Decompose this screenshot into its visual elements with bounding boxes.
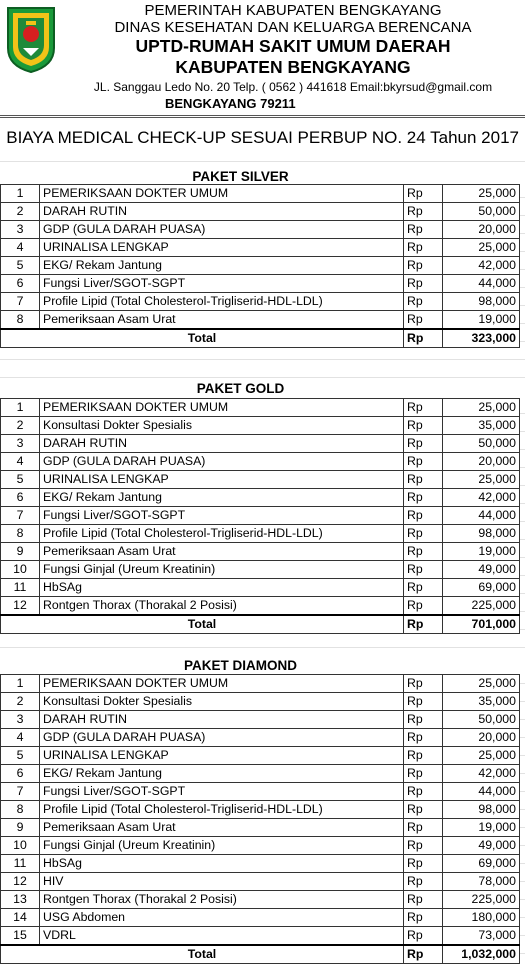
item-amount: 19,000 (443, 819, 520, 837)
item-name: USG Abdomen (40, 909, 404, 927)
table-row (1, 783, 520, 801)
item-number: 3 (1, 435, 40, 453)
table-row (1, 675, 520, 693)
item-amount: 20,000 (443, 221, 520, 239)
table-row (1, 747, 520, 765)
item-name: Fungsi Ginjal (Ureum Kreatinin) (40, 837, 404, 855)
item-name: URINALISA LENGKAP (40, 747, 404, 765)
item-amount: 98,000 (443, 801, 520, 819)
item-amount: 20,000 (443, 453, 520, 471)
item-amount: 44,000 (443, 783, 520, 801)
item-number: 1 (1, 399, 40, 417)
total-amount: 323,000 (443, 329, 520, 348)
item-number: 9 (1, 819, 40, 837)
item-amount: 20,000 (443, 729, 520, 747)
item-amount: 25,000 (443, 239, 520, 257)
item-amount: 69,000 (443, 579, 520, 597)
item-name: Rontgen Thorax (Thorakal 2 Posisi) (40, 597, 404, 616)
table-row (1, 293, 520, 311)
currency-label: Rp (404, 399, 443, 417)
item-amount: 19,000 (443, 311, 520, 330)
table-row (1, 453, 520, 471)
item-amount: 98,000 (443, 525, 520, 543)
item-number: 11 (1, 579, 40, 597)
item-number: 1 (1, 185, 40, 203)
item-number: 8 (1, 525, 40, 543)
currency-label: Rp (404, 729, 443, 747)
table-row (1, 489, 520, 507)
item-name: URINALISA LENGKAP (40, 471, 404, 489)
city-postcode: BENGKAYANG 79211 (165, 96, 296, 111)
table-row (1, 561, 520, 579)
item-name: Fungsi Ginjal (Ureum Kreatinin) (40, 561, 404, 579)
item-name: Fungsi Liver/SGOT-SGPT (40, 507, 404, 525)
currency-label: Rp (404, 693, 443, 711)
total-currency: Rp (404, 615, 443, 634)
package-title (0, 380, 525, 398)
table-row (1, 891, 520, 909)
total-label: Total (1, 615, 404, 634)
item-number: 12 (1, 873, 40, 891)
table-row (1, 837, 520, 855)
package-table (0, 398, 520, 634)
currency-label: Rp (404, 597, 443, 616)
item-name: GDP (GULA DARAH PUASA) (40, 453, 404, 471)
currency-label: Rp (404, 711, 443, 729)
table-row (1, 399, 520, 417)
item-number: 6 (1, 275, 40, 293)
item-name: PEMERIKSAAN DOKTER UMUM (40, 399, 404, 417)
currency-label: Rp (404, 453, 443, 471)
item-number: 6 (1, 489, 40, 507)
item-number: 7 (1, 507, 40, 525)
package-title (0, 657, 525, 675)
table-row (1, 579, 520, 597)
currency-label: Rp (404, 435, 443, 453)
item-number: 4 (1, 239, 40, 257)
item-number: 5 (1, 747, 40, 765)
item-number: 2 (1, 693, 40, 711)
item-number: 10 (1, 561, 40, 579)
currency-label: Rp (404, 765, 443, 783)
currency-label: Rp (404, 801, 443, 819)
table-row (1, 239, 520, 257)
item-name: Konsultasi Dokter Spesialis (40, 417, 404, 435)
item-name: DARAH RUTIN (40, 711, 404, 729)
total-row (1, 615, 520, 634)
item-amount: 42,000 (443, 489, 520, 507)
item-amount: 19,000 (443, 543, 520, 561)
currency-label: Rp (404, 675, 443, 693)
hospital-name: UPTD-RUMAH SAKIT UMUM DAERAH (135, 36, 451, 56)
item-name: EKG/ Rekam Jantung (40, 765, 404, 783)
currency-label: Rp (404, 471, 443, 489)
item-amount: 25,000 (443, 399, 520, 417)
currency-label: Rp (404, 221, 443, 239)
item-name: Pemeriksaan Asam Urat (40, 311, 404, 330)
currency-label: Rp (404, 747, 443, 765)
item-amount: 225,000 (443, 597, 520, 616)
item-name: EKG/ Rekam Jantung (40, 489, 404, 507)
currency-label: Rp (404, 275, 443, 293)
currency-label: Rp (404, 293, 443, 311)
header-divider-2 (0, 117, 525, 118)
table-row (1, 543, 520, 561)
table-row (1, 275, 520, 293)
item-amount: 25,000 (443, 471, 520, 489)
currency-label: Rp (404, 311, 443, 330)
table-row (1, 597, 520, 616)
currency-label: Rp (404, 909, 443, 927)
item-name: VDRL (40, 927, 404, 946)
currency-label: Rp (404, 855, 443, 873)
currency-label: Rp (404, 561, 443, 579)
item-name: PEMERIKSAAN DOKTER UMUM (40, 675, 404, 693)
item-amount: 69,000 (443, 855, 520, 873)
total-label: Total (1, 329, 404, 348)
item-amount: 25,000 (443, 747, 520, 765)
item-name: Fungsi Liver/SGOT-SGPT (40, 783, 404, 801)
item-name: Fungsi Liver/SGOT-SGPT (40, 275, 404, 293)
total-row (1, 329, 520, 348)
item-amount: 50,000 (443, 203, 520, 221)
table-row (1, 203, 520, 221)
currency-label: Rp (404, 525, 443, 543)
table-row (1, 819, 520, 837)
table-row (1, 311, 520, 330)
department-name: DINAS KESEHATAN DAN KELUARGA BERENCANA (114, 19, 472, 36)
item-number: 3 (1, 711, 40, 729)
currency-label: Rp (404, 203, 443, 221)
item-name: Profile Lipid (Total Cholesterol-Trigliserid-HDL-LDL) (40, 293, 404, 311)
document-title: BIAYA MEDICAL CHECK-UP SESUAI PERBUP NO. 24 Tahun 2017 (0, 124, 525, 154)
item-number: 2 (1, 203, 40, 221)
regency-name: KABUPATEN BENGKAYANG (175, 57, 411, 77)
item-name: Profile Lipid (Total Cholesterol-Trigliserid-HDL-LDL) (40, 801, 404, 819)
item-amount: 25,000 (443, 185, 520, 203)
table-row (1, 507, 520, 525)
item-number: 8 (1, 801, 40, 819)
currency-label: Rp (404, 783, 443, 801)
table-row (1, 711, 520, 729)
total-row (1, 945, 520, 964)
table-row (1, 693, 520, 711)
currency-label: Rp (404, 489, 443, 507)
item-amount: 50,000 (443, 435, 520, 453)
item-amount: 73,000 (443, 927, 520, 946)
item-number: 3 (1, 221, 40, 239)
package-table (0, 184, 520, 348)
item-number: 2 (1, 417, 40, 435)
package-title-text: PAKET DIAMOND (184, 658, 297, 673)
package-title-text: PAKET GOLD (196, 381, 285, 396)
item-number: 13 (1, 891, 40, 909)
item-amount: 35,000 (443, 693, 520, 711)
item-number: 15 (1, 927, 40, 946)
currency-label: Rp (404, 819, 443, 837)
table-row (1, 257, 520, 275)
total-currency: Rp (404, 945, 443, 964)
total-label: Total (1, 945, 404, 964)
government-name: PEMERINTAH KABUPATEN BENGKAYANG (144, 2, 442, 19)
currency-label: Rp (404, 891, 443, 909)
item-number: 7 (1, 293, 40, 311)
currency-label: Rp (404, 927, 443, 946)
item-amount: 98,000 (443, 293, 520, 311)
item-name: DARAH RUTIN (40, 203, 404, 221)
package-title-text: PAKET SILVER (192, 169, 289, 184)
item-number: 1 (1, 675, 40, 693)
item-number: 9 (1, 543, 40, 561)
table-row (1, 525, 520, 543)
table-row (1, 873, 520, 891)
letterhead (0, 0, 525, 118)
regency-emblem-logo (4, 4, 58, 74)
table-row (1, 417, 520, 435)
hospital-address: JL. Sanggau Ledo No. 20 Telp. ( 0562 ) 441618 Email:bkyrsud@gmail.com (93, 80, 493, 94)
item-name: EKG/ Rekam Jantung (40, 257, 404, 275)
table-row (1, 435, 520, 453)
item-name: Pemeriksaan Asam Urat (40, 543, 404, 561)
item-name: GDP (GULA DARAH PUASA) (40, 221, 404, 239)
item-amount: 35,000 (443, 417, 520, 435)
package-table (0, 674, 520, 964)
total-currency: Rp (404, 329, 443, 348)
item-amount: 25,000 (443, 675, 520, 693)
item-amount: 49,000 (443, 561, 520, 579)
total-amount: 701,000 (443, 615, 520, 634)
currency-label: Rp (404, 417, 443, 435)
item-name: HbSAg (40, 579, 404, 597)
table-row (1, 729, 520, 747)
item-number: 4 (1, 453, 40, 471)
table-row (1, 855, 520, 873)
item-number: 6 (1, 765, 40, 783)
table-row (1, 909, 520, 927)
item-number: 8 (1, 311, 40, 330)
currency-label: Rp (404, 543, 443, 561)
item-number: 5 (1, 257, 40, 275)
item-number: 5 (1, 471, 40, 489)
item-amount: 42,000 (443, 765, 520, 783)
item-number: 4 (1, 729, 40, 747)
item-amount: 42,000 (443, 257, 520, 275)
item-number: 14 (1, 909, 40, 927)
item-name: DARAH RUTIN (40, 435, 404, 453)
total-amount: 1,032,000 (443, 945, 520, 964)
table-row (1, 765, 520, 783)
item-number: 10 (1, 837, 40, 855)
item-amount: 44,000 (443, 507, 520, 525)
currency-label: Rp (404, 837, 443, 855)
header-divider (0, 115, 525, 116)
item-name: HIV (40, 873, 404, 891)
item-name: GDP (GULA DARAH PUASA) (40, 729, 404, 747)
table-row (1, 801, 520, 819)
item-name: Konsultasi Dokter Spesialis (40, 693, 404, 711)
currency-label: Rp (404, 873, 443, 891)
item-number: 12 (1, 597, 40, 616)
item-amount: 50,000 (443, 711, 520, 729)
item-name: Profile Lipid (Total Cholesterol-Trigliserid-HDL-LDL) (40, 525, 404, 543)
currency-label: Rp (404, 579, 443, 597)
item-amount: 78,000 (443, 873, 520, 891)
item-name: Pemeriksaan Asam Urat (40, 819, 404, 837)
item-amount: 49,000 (443, 837, 520, 855)
item-number: 7 (1, 783, 40, 801)
item-amount: 225,000 (443, 891, 520, 909)
currency-label: Rp (404, 239, 443, 257)
currency-label: Rp (404, 257, 443, 275)
currency-label: Rp (404, 185, 443, 203)
item-amount: 180,000 (443, 909, 520, 927)
table-row (1, 185, 520, 203)
currency-label: Rp (404, 507, 443, 525)
table-row (1, 471, 520, 489)
table-row (1, 221, 520, 239)
item-name: HbSAg (40, 855, 404, 873)
item-name: Rontgen Thorax (Thorakal 2 Posisi) (40, 891, 404, 909)
item-number: 11 (1, 855, 40, 873)
item-name: URINALISA LENGKAP (40, 239, 404, 257)
table-row (1, 927, 520, 946)
item-amount: 44,000 (443, 275, 520, 293)
item-name: PEMERIKSAAN DOKTER UMUM (40, 185, 404, 203)
